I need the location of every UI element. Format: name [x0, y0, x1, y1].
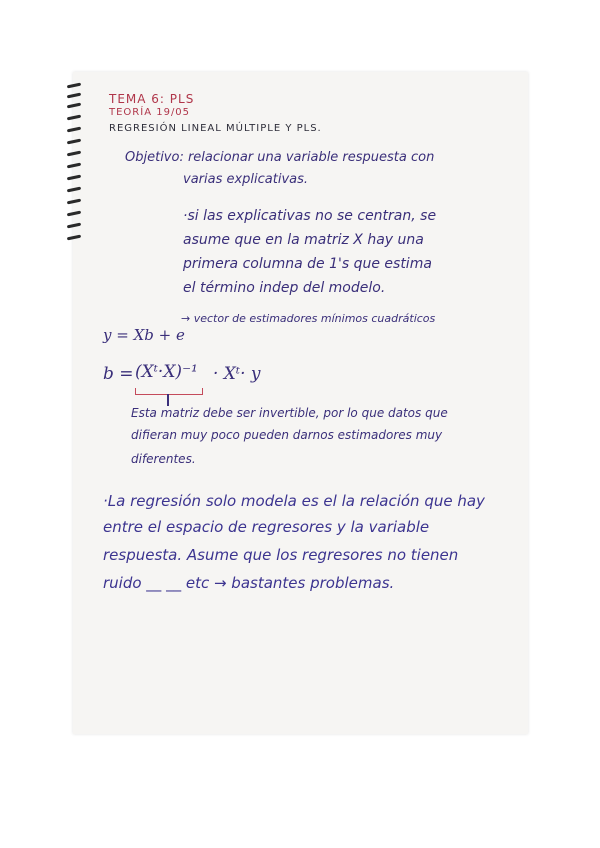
- objective-line-1: Objetivo: relacionar una variable respuesta con: [125, 150, 435, 165]
- inverse-bracket: [135, 388, 203, 395]
- objective-note-3: primera columna de 1's que estima: [183, 256, 432, 272]
- notebook-page: [73, 72, 528, 734]
- model-equation: y = Xb + e: [103, 326, 185, 344]
- objective-note-1: ·si las explicativas no se centran, se: [183, 208, 437, 224]
- inverse-arrow: [167, 394, 169, 406]
- vector-annotation: → vector de estimadores mínimos cuadráticos: [181, 312, 436, 325]
- regression-note-line-3: respuesta. Asume que los regresores no tienen: [103, 546, 459, 564]
- note-title: TEMA 6: PLS: [109, 92, 195, 106]
- regression-note-line-1: ·La regresión solo modela es el la relación que hay: [103, 492, 485, 510]
- inverse-note-line-3: diferentes.: [131, 452, 196, 466]
- estimator-inverse: (Xᵗ·X)⁻¹: [135, 362, 198, 382]
- estimator-b-label: b =: [103, 364, 134, 384]
- regression-note-line-4: ruido __ __ etc → bastantes problemas.: [103, 574, 395, 592]
- note-theory-date: TEORÍA 19/05: [109, 107, 191, 118]
- inverse-note-line-1: Esta matriz debe ser invertible, por lo que datos que: [131, 406, 448, 420]
- objective-note-2: asume que en la matriz X hay una: [183, 232, 424, 248]
- estimator-rest: · Xᵗ· y: [213, 364, 261, 384]
- objective-note-4: el término indep del modelo.: [183, 280, 386, 296]
- note-topic: REGRESIÓN LINEAL MÚLTIPLE Y PLS.: [109, 123, 322, 134]
- inverse-note-line-2: difieran muy poco pueden darnos estimadores muy: [131, 428, 443, 442]
- objective-line-2: varias explicativas.: [183, 172, 309, 187]
- regression-note-line-2: entre el espacio de regresores y la variable: [103, 518, 430, 536]
